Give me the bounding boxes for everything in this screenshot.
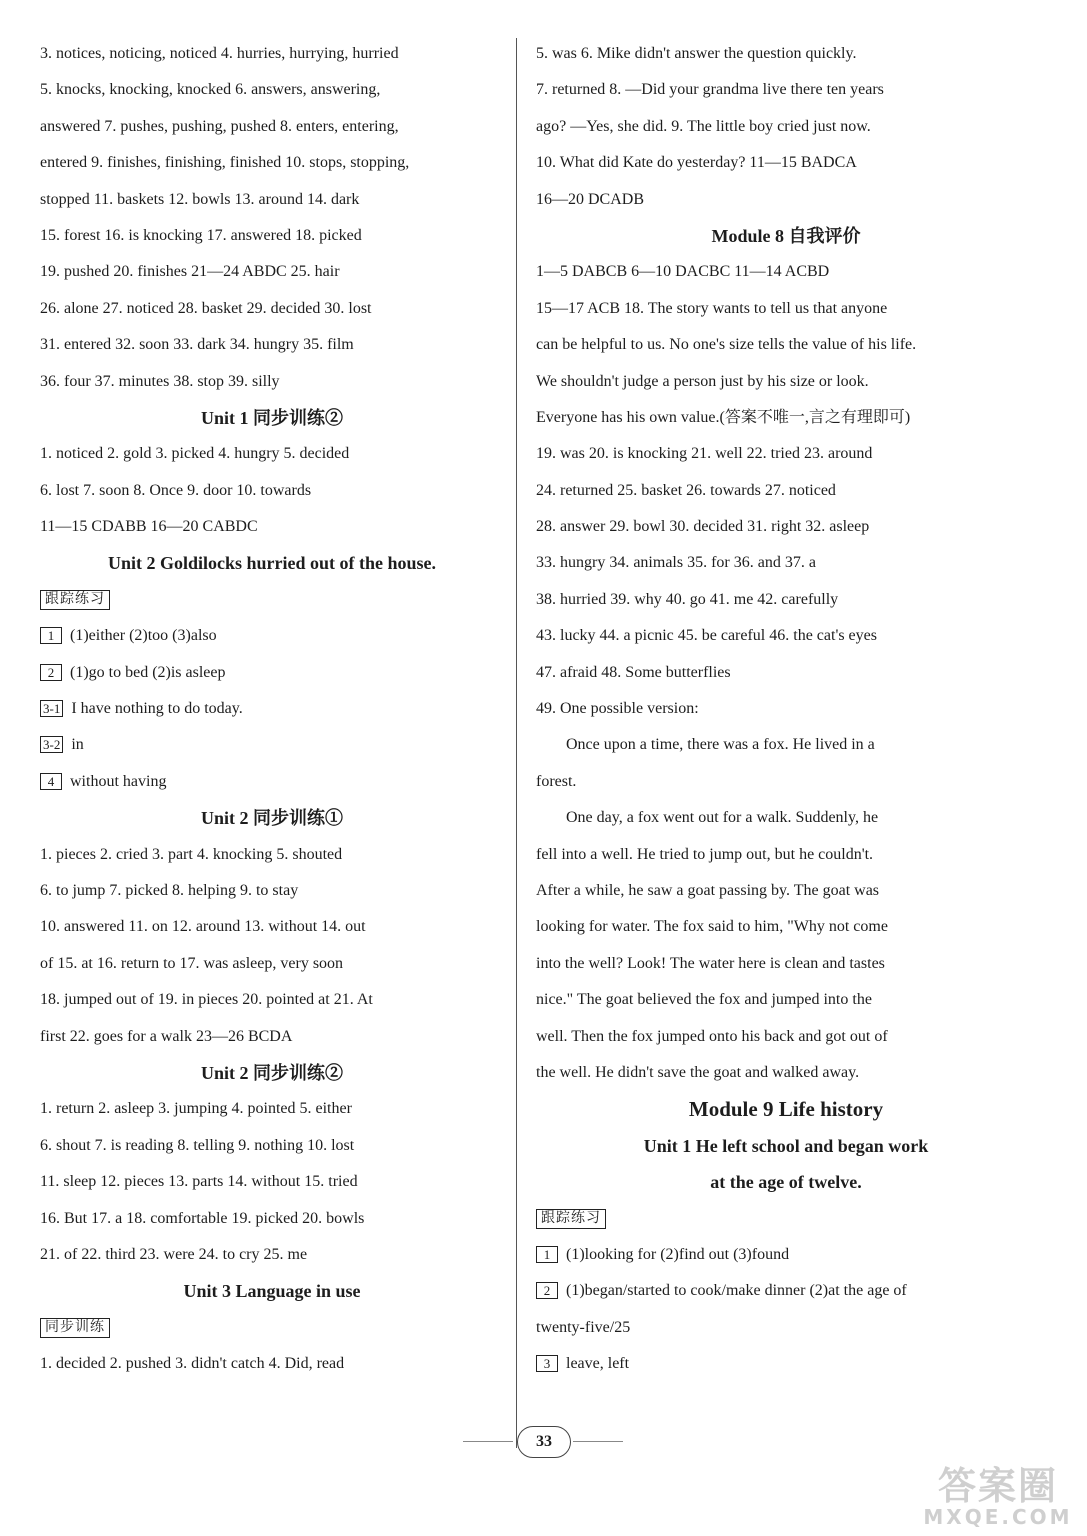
- answer-line: 6. lost 7. soon 8. Once 9. door 10. towards: [40, 481, 312, 499]
- answer-line: looking for water. The fox said to him, "Why not come: [536, 918, 888, 936]
- answer-line: 31. entered 32. soon 33. dark 34. hungry 35. film: [40, 336, 354, 354]
- exercise-tag-row: [40, 582, 504, 618]
- numbered-answer-line: [40, 764, 504, 800]
- numbered-answer-line: [40, 655, 504, 691]
- numbered-answer-line: [40, 618, 504, 654]
- answer-line: 21. of 22. third 23. were 24. to cry 25. me: [40, 1245, 308, 1263]
- section-heading: Unit 3 Language in use: [183, 1281, 361, 1302]
- answer-line: 19. was 20. is knocking 21. well 22. tried 23. around: [536, 445, 873, 463]
- numbered-answer-line: [536, 1273, 1036, 1309]
- essay-paragraph-start: Once upon a time, there was a fox. He lived in a: [566, 736, 875, 754]
- question-number-box: 2: [536, 1282, 558, 1299]
- numbered-answer-line: [536, 1237, 1036, 1273]
- answer-line: twenty-five/25: [536, 1318, 631, 1336]
- answer-line: We shouldn't judge a person just by his size or look.: [536, 372, 869, 390]
- numbered-answer-line: [40, 727, 504, 763]
- answer-text: (1)go to bed (2)is asleep: [70, 663, 226, 681]
- answer-text: (1)looking for (2)find out (3)found: [566, 1245, 790, 1263]
- section-heading: Unit 2 同步训练①: [200, 808, 343, 829]
- answer-line: 1. noticed 2. gold 3. picked 4. hungry 5. decided: [40, 445, 350, 463]
- question-number-box: 3-1: [40, 700, 63, 717]
- section-heading: Module 8 自我评价: [711, 225, 861, 246]
- page-number: 33: [517, 1426, 571, 1458]
- answer-line: 16. But 17. a 18. comfortable 19. picked 20. bowls: [40, 1209, 365, 1227]
- answer-line: 1. return 2. asleep 3. jumping 4. pointed 5. either: [40, 1100, 352, 1118]
- section-heading: Unit 2 Goldilocks hurried out of the house.: [107, 553, 437, 574]
- answer-line: 33. hungry 34. animals 35. for 36. and 37. a: [536, 554, 816, 572]
- question-number-box: 2: [40, 664, 62, 681]
- answer-line: 36. four 37. minutes 38. stop 39. silly: [40, 372, 280, 390]
- exercise-tag-row: [40, 1310, 504, 1346]
- question-number-box: 3: [536, 1355, 558, 1372]
- answer-line: answered 7. pushes, pushing, pushed 8. enters, entering,: [40, 117, 399, 135]
- answer-line: 1—5 DABCB 6—10 DACBC 11—14 ACBD: [536, 263, 830, 281]
- exercise-tag: 跟踪练习: [536, 1209, 606, 1229]
- answer-line: 49. One possible version:: [536, 700, 699, 718]
- numbered-answer-line: [536, 1346, 1036, 1382]
- answer-line: 15. forest 16. is knocking 17. answered 18. picked: [40, 226, 362, 244]
- left-column: [40, 36, 504, 1382]
- answer-line: nice." The goat believed the fox and jumped into the: [536, 991, 872, 1009]
- answer-line: fell into a well. He tried to jump out, but he couldn't.: [536, 845, 874, 863]
- answer-text: without having: [70, 772, 167, 790]
- answer-line: 10. What did Kate do yesterday? 11—15 BADCA: [536, 154, 857, 172]
- section-heading: Module 9 Life history: [688, 1097, 884, 1122]
- watermark-logo: [923, 1466, 1073, 1528]
- answer-line: 19. pushed 20. finishes 21—24 ABDC 25. hair: [40, 263, 340, 281]
- answer-line: After a while, he saw a goat passing by. The goat was: [536, 881, 880, 899]
- answer-line: 18. jumped out of 19. in pieces 20. pointed at 21. At: [40, 991, 373, 1009]
- answer-line: stopped 11. baskets 12. bowls 13. around 14. dark: [40, 190, 360, 208]
- answer-text: (1)either (2)too (3)also: [70, 627, 217, 645]
- answer-line: of 15. at 16. return to 17. was asleep, very soon: [40, 954, 344, 972]
- answer-line: 11. sleep 12. pieces 13. parts 14. without 15. tried: [40, 1173, 358, 1191]
- question-number-box: 3-2: [40, 736, 63, 753]
- numbered-answer-line: [40, 691, 504, 727]
- answer-line: 43. lucky 44. a picnic 45. be careful 46. the cat's eyes: [536, 627, 877, 645]
- exercise-tag: 跟踪练习: [40, 590, 110, 610]
- answer-line: 26. alone 27. noticed 28. basket 29. decided 30. lost: [40, 299, 372, 317]
- answer-text: in: [71, 736, 84, 754]
- answer-line: 47. afraid 48. Some butterflies: [536, 663, 731, 681]
- answer-line: Everyone has his own value.(答案不唯一,言之有理即可): [536, 408, 911, 426]
- answer-line: 6. to jump 7. picked 8. helping 9. to stay: [40, 881, 299, 899]
- exercise-tag-row: [536, 1201, 1036, 1237]
- answer-line: the well. He didn't save the goat and walked away.: [536, 1063, 860, 1081]
- section-heading: Unit 1 同步训练②: [200, 407, 343, 428]
- watermark-url: MXQE.COM: [923, 1505, 1073, 1529]
- answer-line: 11—15 CDABB 16—20 CABDC: [40, 518, 258, 536]
- right-column: [536, 36, 1036, 1382]
- answer-line: 1. decided 2. pushed 3. didn't catch 4. Did, read: [40, 1355, 345, 1373]
- answer-line: 38. hurried 39. why 40. go 41. me 42. carefully: [536, 590, 839, 608]
- answer-line: forest.: [536, 772, 577, 790]
- section-heading: Unit 2 同步训练②: [200, 1062, 343, 1083]
- answer-line: 1. pieces 2. cried 3. part 4. knocking 5. shouted: [40, 845, 343, 863]
- answer-line: can be helpful to us. No one's size tells the value of his life.: [536, 336, 917, 354]
- answer-line: entered 9. finishes, finishing, finished 10. stops, stopping,: [40, 154, 410, 172]
- exercise-tag: 同步训练: [40, 1318, 110, 1338]
- page-number-ornament-left: [463, 1441, 513, 1442]
- column-divider: [516, 38, 517, 1448]
- answer-text: leave, left: [566, 1355, 630, 1373]
- question-number-box: 1: [40, 627, 62, 644]
- answer-line: 3. notices, noticing, noticed 4. hurries, hurrying, hurried: [40, 45, 399, 62]
- question-number-box: 4: [40, 773, 62, 790]
- page-number-ornament-right: [573, 1441, 623, 1442]
- answer-text: (1)began/started to cook/make dinner (2)at the age of: [566, 1282, 907, 1300]
- answer-text: I have nothing to do today.: [71, 700, 243, 718]
- answer-line: 16—20 DCADB: [536, 190, 645, 208]
- answer-line: 5. knocks, knocking, knocked 6. answers, answering,: [40, 81, 381, 99]
- answer-line: into the well? Look! The water here is clean and tastes: [536, 954, 885, 972]
- answer-line: 10. answered 11. on 12. around 13. without 14. out: [40, 918, 366, 936]
- answer-line: 15—17 ACB 18. The story wants to tell us that anyone: [536, 299, 888, 317]
- answer-line: 7. returned 8. —Did your grandma live there ten years: [536, 81, 884, 99]
- answer-line: ago? —Yes, she did. 9. The little boy cried just now.: [536, 117, 871, 135]
- answer-line: 24. returned 25. basket 26. towards 27. noticed: [536, 481, 836, 499]
- section-heading: Unit 1 He left school and began work: [643, 1135, 929, 1156]
- answer-line: first 22. goes for a walk 23—26 BCDA: [40, 1027, 293, 1045]
- watermark-title: 答案圈: [937, 1464, 1058, 1508]
- section-heading: at the age of twelve.: [710, 1172, 862, 1193]
- answer-line: well. Then the fox jumped onto his back and got out of: [536, 1027, 888, 1045]
- answer-line: 6. shout 7. is reading 8. telling 9. nothing 10. lost: [40, 1136, 355, 1154]
- answer-line: 28. answer 29. bowl 30. decided 31. right 32. asleep: [536, 518, 870, 536]
- essay-paragraph-start: One day, a fox went out for a walk. Suddenly, he: [566, 809, 879, 827]
- answer-line: 5. was 6. Mike didn't answer the question quickly.: [536, 45, 857, 62]
- question-number-box: 1: [536, 1246, 558, 1263]
